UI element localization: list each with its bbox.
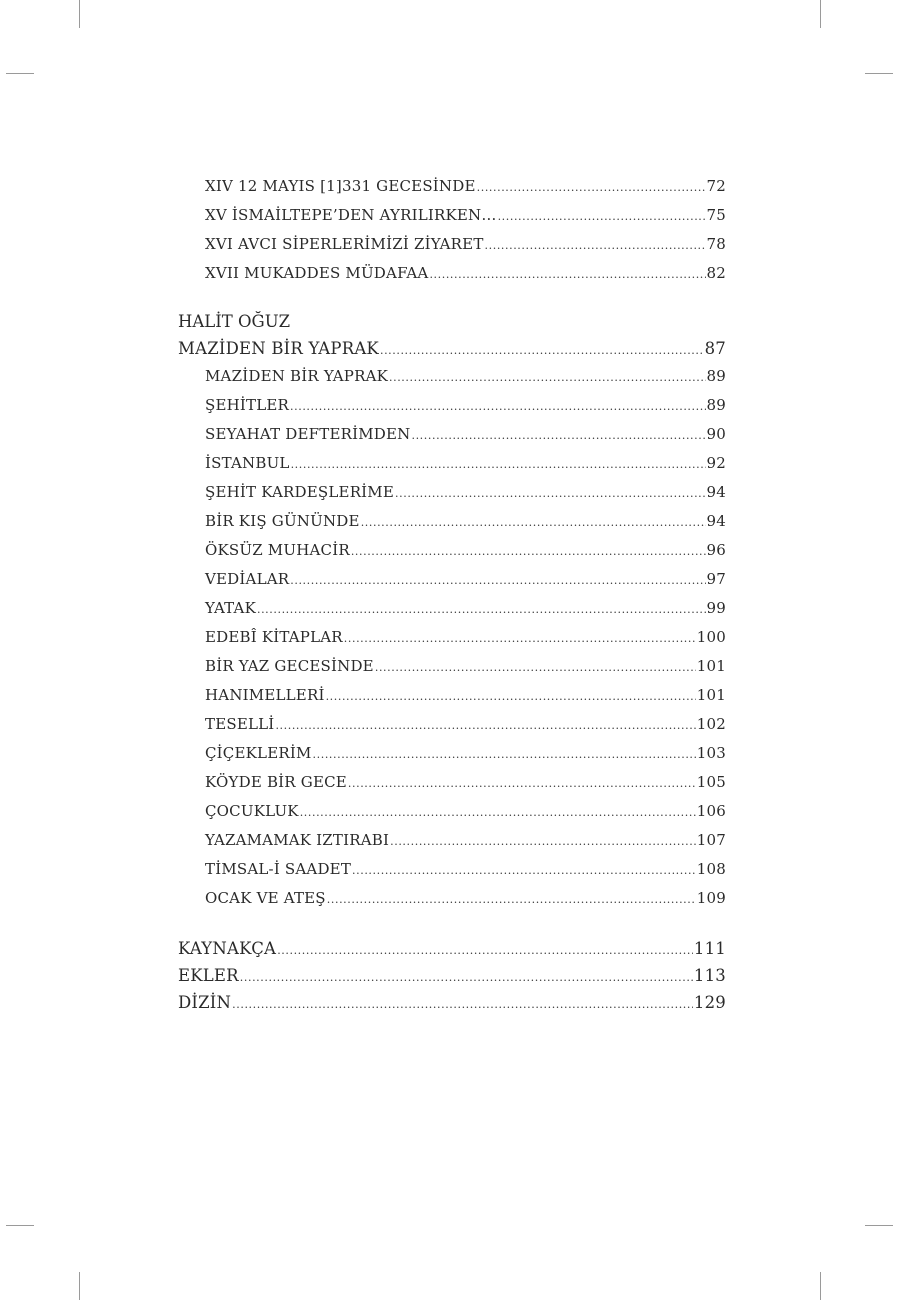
toc-entry-title: EKLER	[178, 966, 239, 985]
book-entry	[178, 335, 726, 362]
toc-entry-title: EDEBÎ KİTAPLAR	[205, 628, 343, 646]
toc-entry-title: XIV 12 MAYIS [1]331 GECESİNDE	[205, 177, 476, 195]
toc-entry	[178, 681, 726, 710]
toc-entry	[178, 739, 726, 768]
toc-entry-page: 105	[696, 773, 726, 791]
dot-leader	[361, 508, 706, 537]
toc-entry-page: 99	[706, 599, 726, 617]
toc-entry-title: ÖKSÜZ MUHACİR	[205, 541, 350, 559]
toc-entry	[178, 420, 726, 449]
toc-entry-page: 129	[693, 993, 726, 1012]
dot-leader	[395, 479, 705, 508]
dot-leader	[240, 964, 693, 991]
back-matter-entry	[178, 935, 726, 962]
dot-leader	[327, 885, 696, 914]
toc-entry-title: XVII MUKADDES MÜDAFAA	[205, 264, 429, 282]
toc-entry	[178, 259, 726, 288]
toc-entry-page: 94	[706, 483, 726, 501]
dot-leader	[275, 711, 695, 740]
dot-leader	[351, 537, 706, 566]
toc-entry-title: ŞEHİT KARDEŞLERİME	[205, 483, 395, 501]
toc-entry-page: 100	[696, 628, 726, 646]
toc-entry	[178, 201, 726, 230]
toc-entry	[178, 623, 726, 652]
dot-leader	[313, 740, 696, 769]
dot-leader	[498, 202, 706, 231]
toc-entry-page: 96	[706, 541, 726, 559]
toc-entry-page: 113	[693, 966, 726, 985]
dot-leader	[290, 566, 705, 595]
toc-entry-page: 103	[696, 744, 726, 762]
toc-entry	[178, 594, 726, 623]
toc-entry-page: 87	[704, 339, 726, 358]
dot-leader	[326, 682, 696, 711]
toc-entry-title: ŞEHİTLER	[205, 396, 290, 414]
toc-entry-page: 72	[706, 177, 726, 195]
dot-leader	[290, 392, 705, 421]
dot-leader	[390, 827, 696, 856]
toc-entry	[178, 768, 726, 797]
toc-entry	[178, 884, 726, 913]
toc-entry-page: 111	[693, 939, 726, 958]
crop-mark-top-right	[820, 0, 821, 28]
toc-entry-title: OCAK VE ATEŞ	[205, 889, 326, 907]
toc-entry-title: SEYAHAT DEFTERİMDEN	[205, 425, 411, 443]
crop-mark-right-top	[865, 73, 893, 74]
toc-entry	[178, 826, 726, 855]
toc-entry-title: TİMSAL-İ SAADET	[205, 860, 352, 878]
dot-leader	[389, 363, 705, 392]
toc-entry-title: MAZİDEN BİR YAPRAK	[205, 367, 389, 385]
toc-entry-title: XV İSMAİLTEPE’DEN AYRILIRKEN…	[205, 206, 497, 224]
spacer	[178, 913, 726, 935]
toc-entry-page: 89	[706, 367, 726, 385]
dot-leader	[477, 173, 706, 202]
dot-leader	[232, 991, 693, 1018]
toc-entry-page: 75	[706, 206, 726, 224]
author-heading: HALİT OĞUZ	[178, 312, 291, 331]
toc-entry-page: 90	[706, 425, 726, 443]
back-matter-entry	[178, 962, 726, 989]
crop-mark-left-top	[6, 73, 34, 74]
toc-entry-title: BİR KIŞ GÜNÜNDE	[205, 512, 360, 530]
table-of-contents	[178, 172, 726, 1016]
toc-entry-page: 78	[706, 235, 726, 253]
toc-entry-title: ÇOCUKLUK	[205, 802, 299, 820]
toc-entry-title: TESELLİ	[205, 715, 275, 733]
toc-entry-title: YAZAMAMAK IZTIRABI	[205, 831, 390, 849]
toc-entry	[178, 652, 726, 681]
toc-entry-title: ÇİÇEKLERİM	[205, 744, 312, 762]
toc-entry-title: KÖYDE BİR GECE	[205, 773, 347, 791]
toc-entry-title: YATAK	[205, 599, 256, 617]
toc-entry-title: KAYNAKÇA	[178, 939, 277, 958]
toc-entry	[178, 449, 726, 478]
toc-entry-title: İSTANBUL	[205, 454, 290, 472]
crop-mark-bottom-left	[79, 1272, 80, 1300]
dot-leader	[300, 798, 696, 827]
toc-entry-page: 101	[696, 657, 726, 675]
toc-entry	[178, 391, 726, 420]
crop-mark-left-bottom	[6, 1225, 34, 1226]
crop-mark-top-left	[79, 0, 80, 28]
toc-entry-title: DİZİN	[178, 993, 232, 1012]
toc-entry-page: 109	[696, 889, 726, 907]
toc-entry	[178, 536, 726, 565]
dot-leader	[291, 450, 706, 479]
toc-entry-title: HANIMELLERİ	[205, 686, 325, 704]
toc-entry-title: BİR YAZ GECESİNDE	[205, 657, 374, 675]
toc-entry	[178, 797, 726, 826]
toc-entry-page: 92	[706, 454, 726, 472]
toc-entry	[178, 362, 726, 391]
toc-entry	[178, 478, 726, 507]
toc-entry-page: 82	[706, 264, 726, 282]
toc-entry-title: VEDİALAR	[205, 570, 290, 588]
back-matter-entry	[178, 989, 726, 1016]
toc-entry	[178, 230, 726, 259]
dot-leader	[257, 595, 706, 624]
toc-entry	[178, 710, 726, 739]
toc-entry	[178, 855, 726, 884]
toc-entry	[178, 565, 726, 594]
toc-entry-page: 97	[706, 570, 726, 588]
crop-mark-bottom-right	[820, 1272, 821, 1300]
dot-leader	[277, 937, 693, 964]
dot-leader	[375, 653, 696, 682]
toc-entry-page: 106	[696, 802, 726, 820]
toc-entry-title: MAZİDEN BİR YAPRAK	[178, 339, 379, 358]
toc-entry	[178, 507, 726, 536]
toc-entry-page: 107	[696, 831, 726, 849]
dot-leader	[344, 624, 696, 653]
toc-entry-page: 108	[696, 860, 726, 878]
toc-entry-page: 102	[696, 715, 726, 733]
crop-mark-right-bottom	[865, 1225, 893, 1226]
toc-entry-page: 89	[706, 396, 726, 414]
dot-leader	[348, 769, 696, 798]
dot-leader	[411, 421, 705, 450]
spacer	[178, 288, 726, 308]
dot-leader	[429, 260, 705, 289]
dot-leader	[485, 231, 706, 260]
toc-entry-page: 94	[706, 512, 726, 530]
toc-entry	[178, 172, 726, 201]
dot-leader	[352, 856, 696, 885]
toc-entry-page: 101	[696, 686, 726, 704]
dot-leader	[380, 337, 704, 364]
toc-entry-title: XVI AVCI SİPERLERİMİZİ ZİYARET	[205, 235, 484, 253]
